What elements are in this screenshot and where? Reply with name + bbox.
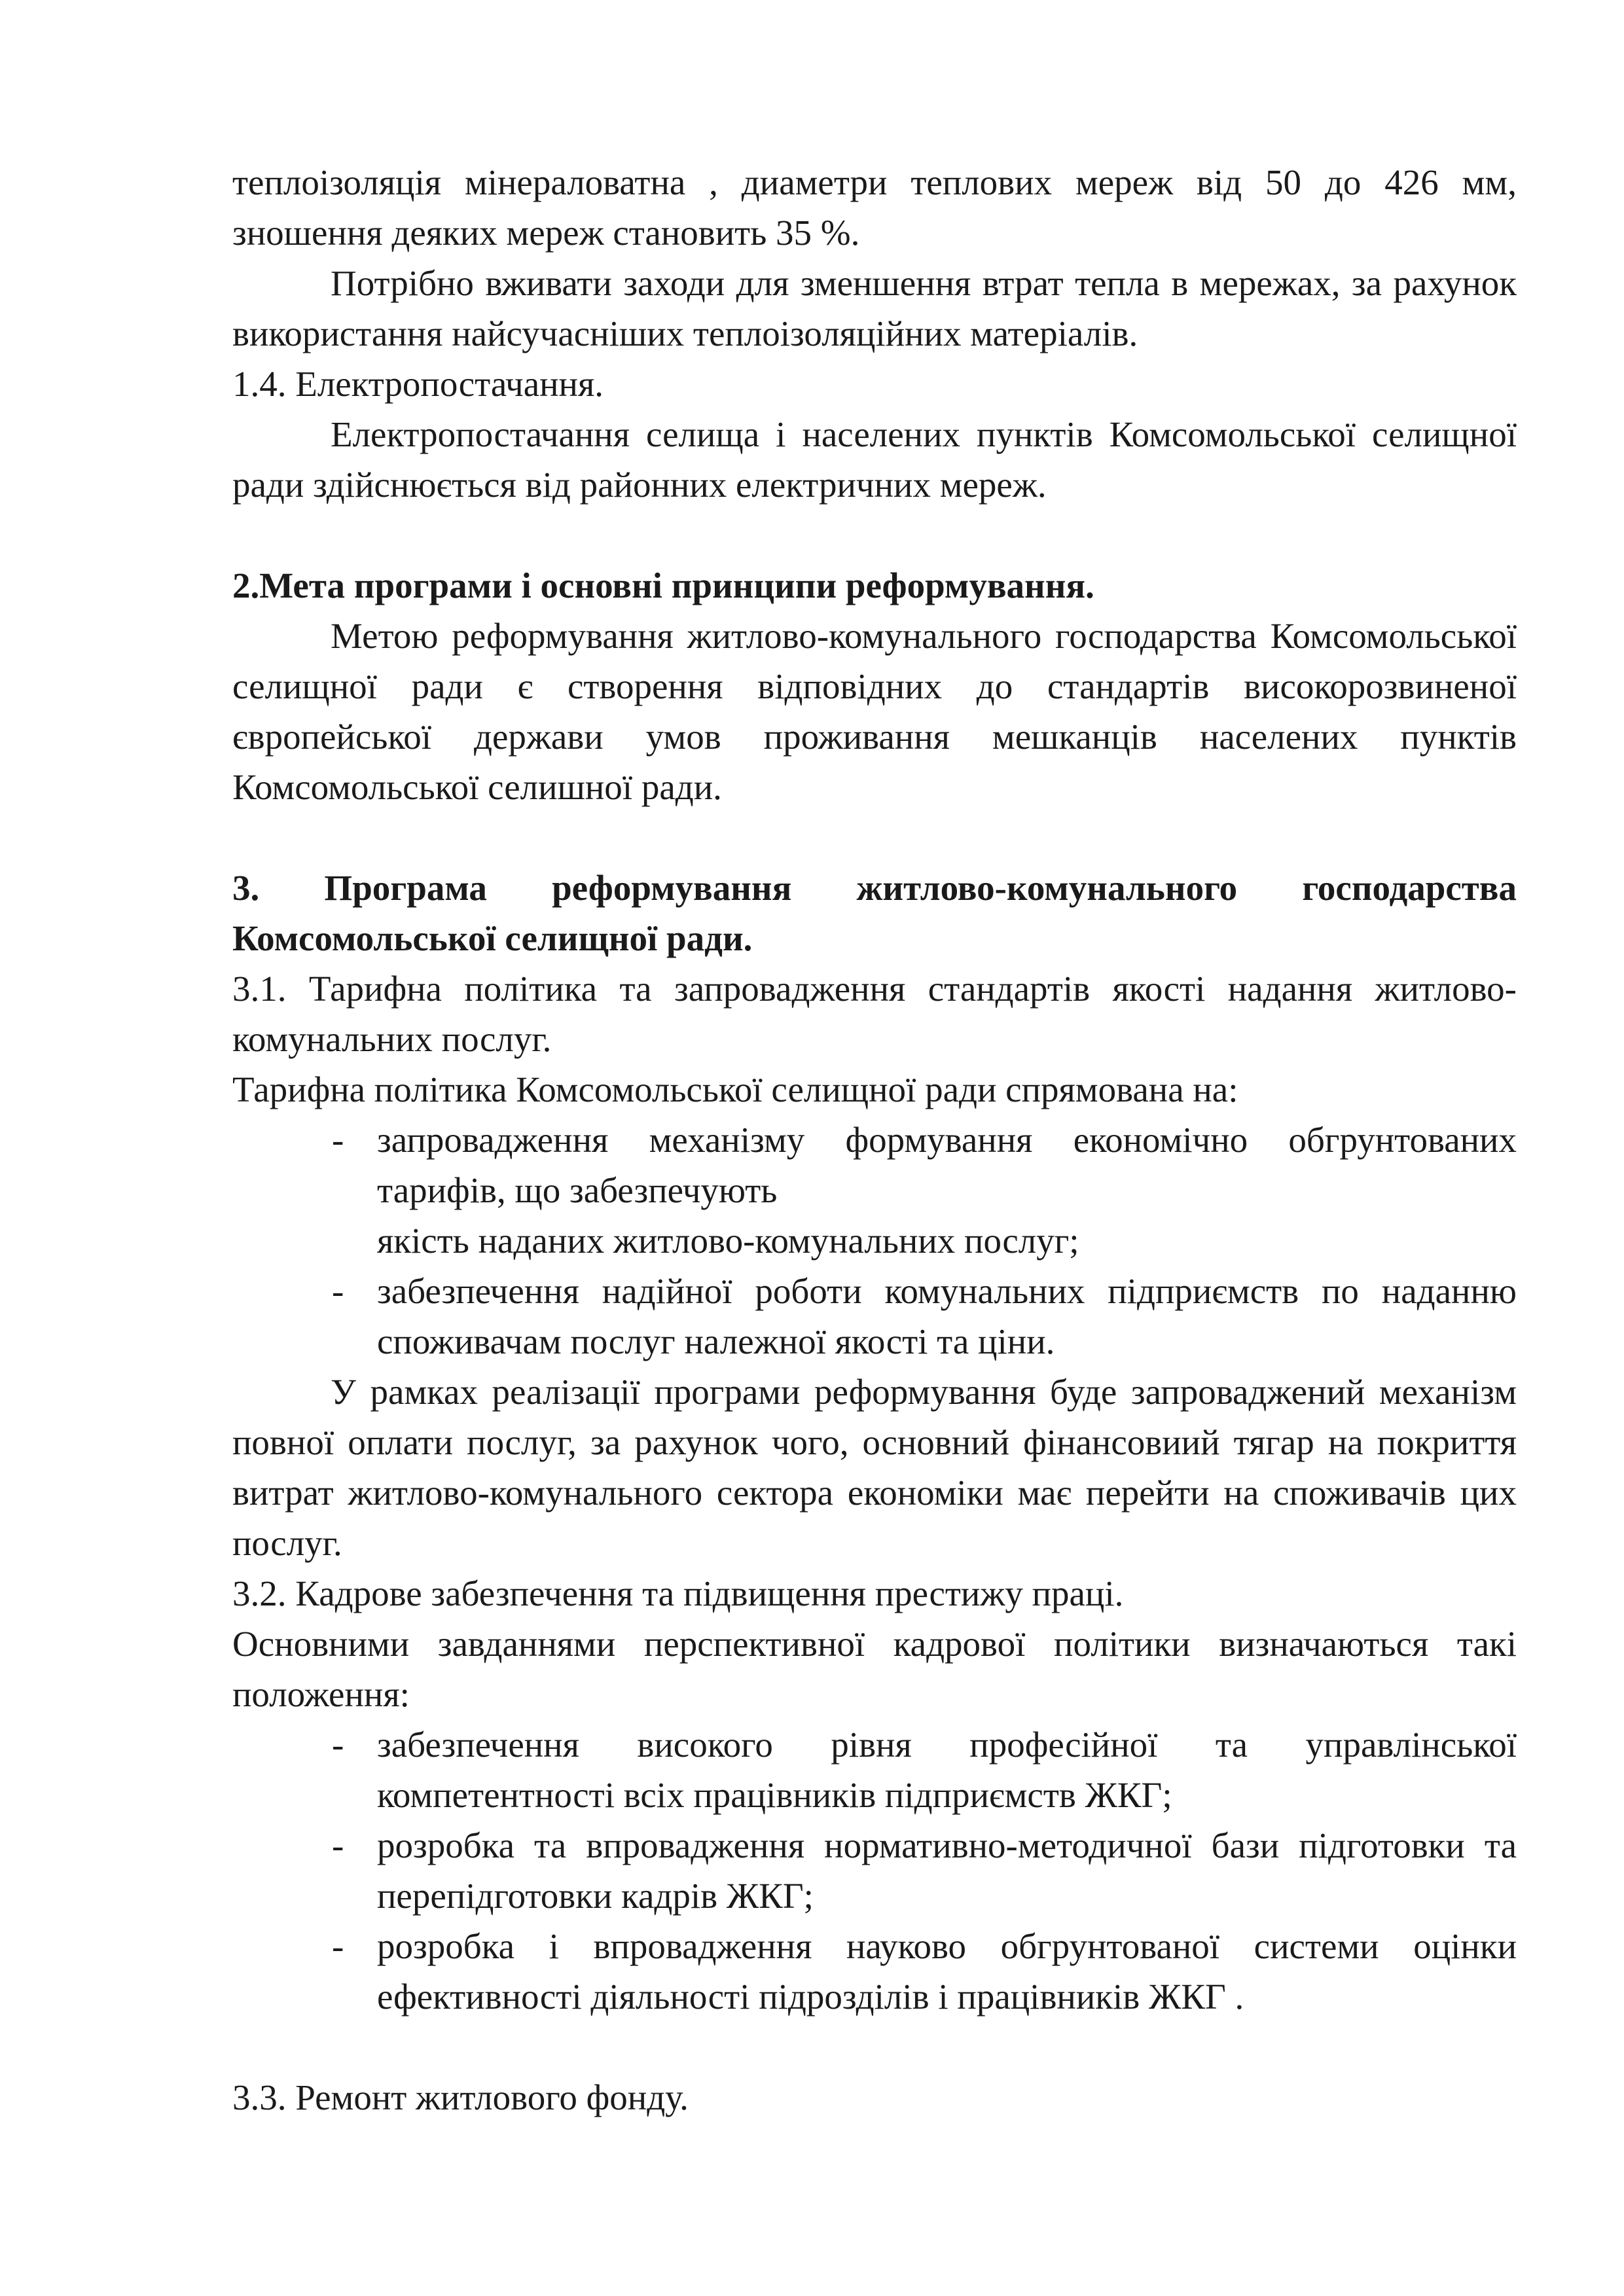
list-item-text: забезпечення високого рівня професійної та управлінської компетентності всіх працівників підприємств ЖКГ; (377, 1725, 1517, 1815)
list-dash: - (332, 1926, 344, 1966)
section-2-heading: 2.Мета програми і основні принципи реформування. (232, 565, 1094, 605)
list-dash: - (332, 1120, 344, 1160)
list-item-text: запровадження механізму формування економічно обгрунтованих тарифів, що забезпечують (377, 1120, 1517, 1210)
list-item-continuation-text: якість наданих житлово-комунальних послуг; (377, 1221, 1079, 1261)
section-1-4-paragraph: Електропостачання селища і населених пунктів Комсомольської селищної ради здійснюється від районних електричних мереж. (232, 414, 1517, 505)
section-3-1-lead: Тарифна політика Комсомольської селищної ради спрямована на: (232, 1069, 1238, 1109)
list-item-continuation (232, 1215, 1517, 1266)
section-3-1-heading: 3.1. Тарифна політика та запровадження стандартів якості надання житлово-комунальних послуг. (232, 969, 1517, 1059)
list-dash: - (332, 1825, 344, 1865)
section-3-heading: 3. Програма реформування житлово-комунального господарства Комсомольської селищної ради. (232, 868, 1517, 958)
document-page (232, 157, 1517, 2123)
section-3-1-closing: У рамках реалізації програми реформування буде запроваджений механізм повної оплати послуг, за рахунок чого, основний фінансовиий тягар на покриття витрат житлово-комунального сектора економіки має перейти на споживачів цих послуг. (232, 1372, 1517, 1563)
list-item-text: забезпечення надійної роботи комунальних підприємств по наданню споживачам послуг належної якості та ціни. (377, 1271, 1517, 1361)
spacer (232, 510, 1517, 560)
tariff-policy-list (232, 1115, 1517, 1367)
section-3-3-heading: 3.3. Ремонт житлового фонду. (232, 2077, 689, 2117)
section-3-2-lead: Основними завданнями перспективної кадрової політики визначаються такі положення: (232, 1624, 1517, 1714)
list-item (232, 1820, 1517, 1921)
list-item-text: розробка і впровадження науково обгрунтованої системи оцінки ефективності діяльності підрозділів і працівників ЖКГ . (377, 1926, 1517, 2017)
list-item (232, 1719, 1517, 1820)
list-dash: - (332, 1271, 344, 1311)
list-item-text: розробка та впровадження нормативно-методичної бази підготовки та перепідготовки кадрів ЖКГ; (377, 1825, 1517, 1916)
list-item (232, 1921, 1517, 2022)
intro-paragraph-1: теплоізоляція мінераловатна , диаметри теплових мереж від 50 до 426 мм, зношення деяких мереж становить 35 %. (232, 162, 1517, 253)
section-3-2-heading: 3.2. Кадрове забезпечення та підвищення престижу праці. (232, 1573, 1124, 1613)
list-item (232, 1115, 1517, 1215)
section-1-4-heading: 1.4. Електропостачання. (232, 364, 604, 404)
intro-paragraph-2: Потрібно вживати заходи для зменшення втрат тепла в мережах, за рахунок використання найсучасніших теплоізоляційних матеріалів. (232, 263, 1517, 353)
spacer (232, 812, 1517, 863)
list-item (232, 1266, 1517, 1367)
list-dash: - (332, 1725, 344, 1765)
section-2-paragraph: Метою реформування житлово-комунального господарства Комсомольської селищної ради є створення відповідних до стандартів високорозвиненої європейської держави умов проживання мешканців населених пунктів Комсомольської селишної ради. (232, 616, 1517, 807)
spacer (232, 2022, 1517, 2072)
personnel-policy-list (232, 1719, 1517, 2022)
